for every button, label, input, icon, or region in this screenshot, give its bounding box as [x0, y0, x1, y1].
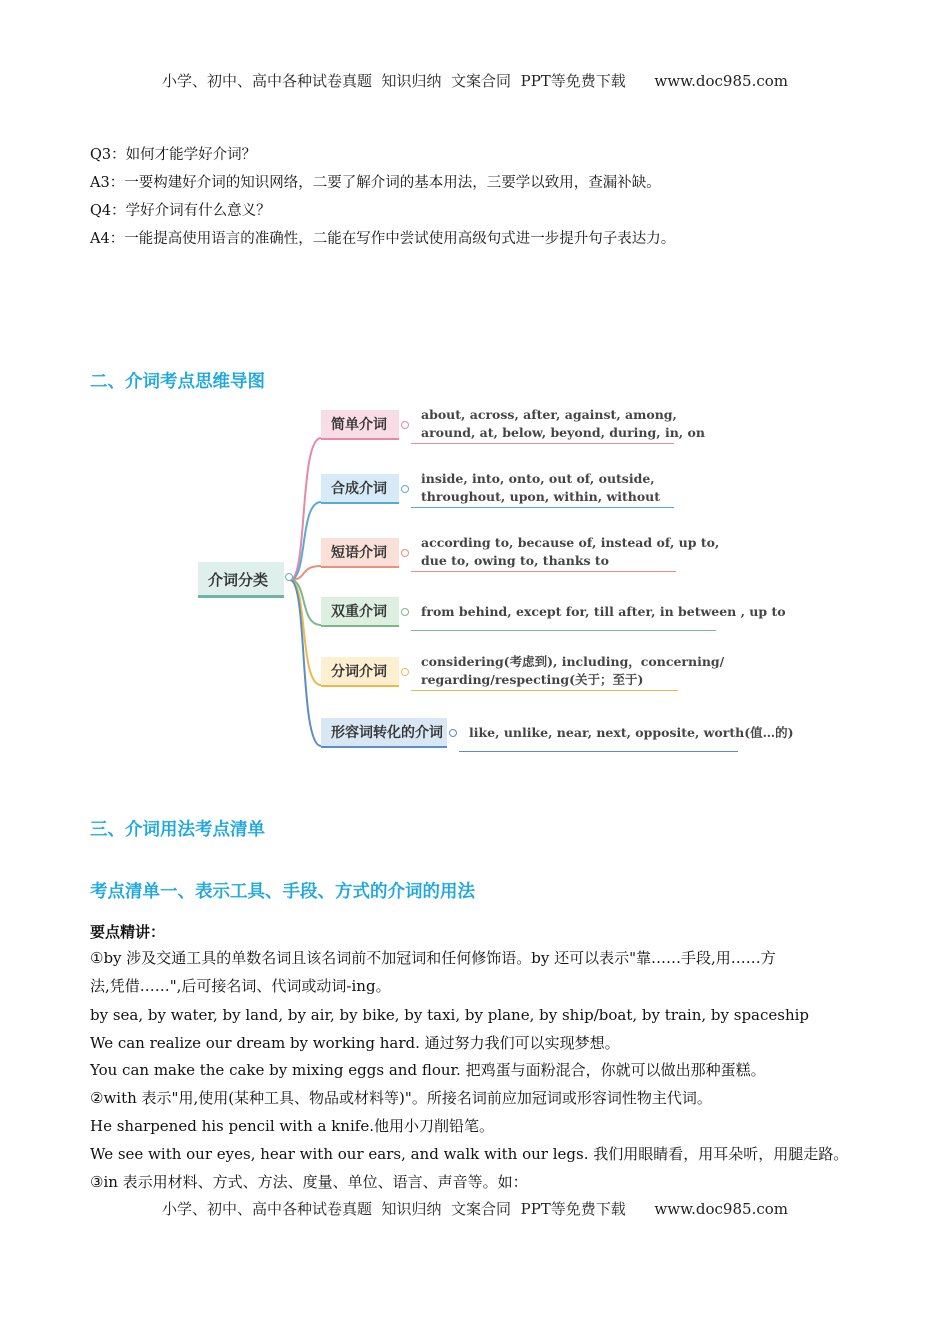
page-header: 小学、初中、高中各种试卷真题 知识归纳 文案合同 PPT等免费下载 www.doc985.com: [161, 72, 788, 90]
key-points-label: 要点精讲：: [90, 923, 166, 941]
collapse-icon: [401, 549, 409, 557]
leaf-line-1: considering(考虑到), including，concerning/: [421, 654, 725, 669]
leaf-underline: [411, 630, 716, 631]
collapse-icon: [401, 608, 409, 616]
leaf-line-2: around, at, below, beyond, during, in, on: [421, 425, 705, 440]
leaf-line-1: about, across, after, against, among,: [421, 407, 677, 422]
qa-line: A4：一能提高使用语言的准确性，二能在写作中尝试使用高级句式进一步提升句子表达力。: [90, 231, 676, 247]
body-line: He sharpened his pencil with a knife.他用小刀削铅笔。: [90, 1117, 494, 1135]
leaf-line-2: regarding/respecting(关于；至于): [421, 672, 644, 687]
body-line: by sea, by water, by land, by air, by bike, by taxi, by plane, by ship/boat, by train, by spaceship: [90, 1006, 810, 1024]
leaf-underline: [411, 571, 676, 572]
body-line: ①by 涉及交通工具的单数名词且该名词前不加冠词和任何修饰语。by 还可以表示"靠……手段,用……方: [90, 949, 776, 967]
mind-map-node: 形容词转化的介词: [321, 718, 447, 748]
mind-map-leaf: [421, 603, 786, 621]
leaf-underline: [411, 507, 674, 508]
body-line: 法,凭借……",后可接名词、代词或动词-ing。: [90, 977, 391, 995]
branch-connector: [290, 438, 321, 580]
collapse-icon: [401, 485, 409, 493]
leaf-underline: [459, 751, 738, 752]
qa-line: Q4：学好介词有什么意义？: [90, 203, 271, 219]
leaf-line-1: inside, into, onto, out of, outside,: [421, 471, 655, 486]
qa-line: Q3：如何才能学好介词？: [90, 147, 257, 163]
collapse-icon: [285, 573, 293, 581]
leaf-line-2: due to, owing to, thanks to: [421, 553, 610, 568]
leaf-line-1: from behind, except for, till after, in between , up to: [421, 604, 786, 619]
body-line: We can realize our dream by working hard. 通过努力我们可以实现梦想。: [90, 1034, 620, 1052]
subsection-heading: 考点清单一、表示工具、手段、方式的介词的用法: [90, 882, 475, 902]
body-line: ②with 表示"用,使用(某种工具、物品或材料等)"。所接名词前应加冠词或形容词性物主代词。: [90, 1089, 712, 1107]
leaf-underline: [411, 443, 674, 444]
section-heading: 三、介词用法考点清单: [90, 820, 265, 840]
body-line: We see with our eyes, hear with our ears, and walk with our legs. 我们用眼睛看，用耳朵听，用腿走路。: [90, 1145, 849, 1163]
mind-map-leaf: [421, 534, 719, 570]
leaf-underline: [411, 690, 678, 691]
mind-map-leaf: [421, 653, 724, 689]
body-line: ③in 表示用材料、方式、方法、度量、单位、语言、声音等。如：: [90, 1173, 528, 1191]
mind-map-leaf: [421, 470, 660, 506]
mind-map-node: 双重介词: [321, 597, 399, 627]
mind-map-leaf: [469, 724, 794, 742]
mind-map-root: 介词分类: [198, 562, 284, 598]
leaf-line-1: according to, because of, instead of, up to,: [421, 535, 720, 550]
mind-map: [190, 398, 794, 758]
body-line: You can make the cake by mixing eggs and flour. 把鸡蛋与面粉混合，你就可以做出那种蛋糕。: [90, 1061, 766, 1079]
leaf-line-2: throughout, upon, within, without: [421, 489, 661, 504]
mind-map-leaf: [421, 406, 705, 442]
mind-map-node: 短语介词: [321, 538, 399, 568]
collapse-icon: [401, 421, 409, 429]
qa-line: A3：一要构建好介词的知识网络，二要了解介词的基本用法，三要学以致用，查漏补缺。: [90, 175, 661, 191]
mind-map-node: 分词介词: [321, 657, 399, 687]
collapse-icon: [401, 668, 409, 676]
branch-connector: [290, 580, 321, 685]
branch-connector: [290, 502, 321, 580]
mind-map-node: 简单介词: [321, 410, 399, 440]
page-footer: 小学、初中、高中各种试卷真题 知识归纳 文案合同 PPT等免费下载 www.doc985.com: [161, 1200, 788, 1218]
leaf-line-1: like, unlike, near, next, opposite, worth(值…的): [469, 725, 794, 740]
mind-map-node: 合成介词: [321, 474, 399, 504]
section-heading: 二、介词考点思维导图: [90, 372, 265, 392]
collapse-icon: [449, 729, 457, 737]
